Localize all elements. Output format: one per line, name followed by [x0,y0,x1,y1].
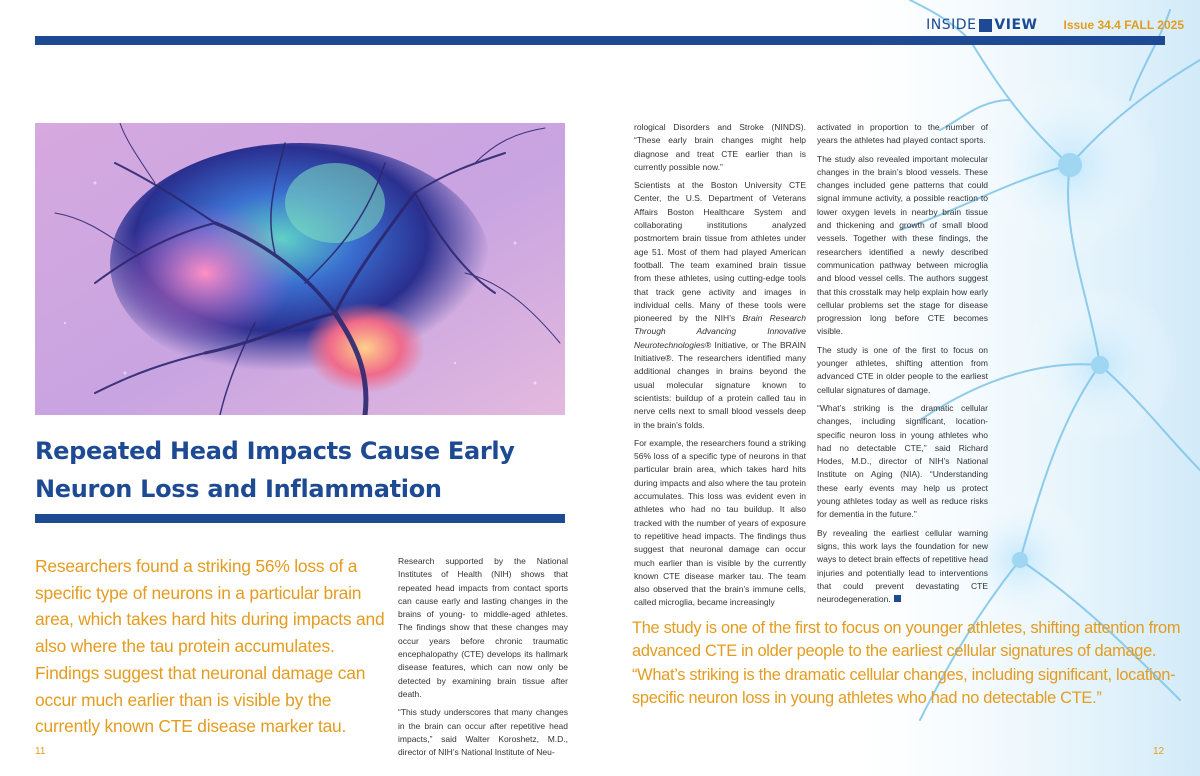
body-column-2 [634,121,806,615]
end-mark-icon [894,595,901,602]
masthead [926,14,1184,36]
paragraph: The study is one of the first to focus on younger athletes, shifting attention from advanced CTE in older people to the earliest cellular signatures of damage. [817,344,988,395]
body-column-3 [817,121,988,611]
paragraph: By revealing the earliest cellular warning signs, this work lays the foundation for new ways to detect brain effects of repetitive head injuries and potentially lead to interventions that could prevent devastating CTE neurodegeneration. [817,527,988,605]
paragraph: “This study underscores that many changes in the brain can occur after repetitive head impacts,” said Walter Koroshetz, M.D., director of NIH’s National Institute of Neu- [398,707,568,758]
paragraph: For example, the researchers found a striking 56% loss of a specific type of neurons in that particular brain area, which takes hard hits during impacts and also where the tau protein accumulates. This loss was evident even in athletes who had no tau buildup. It also tracked with the number of years of exposure to repetitive head impacts. The findings thus suggest that neuronal damage can occur much earlier than is visible by the currently known CTE disease marker tau. The team also observed that the brain’s immune cells, called microglia, became increasingly [634,437,806,608]
paragraph: rological Disorders and Stroke (NINDS). “These early brain changes might help diagnose and treat CTE earlier than is currently possible now.” [634,122,806,172]
top-rule [35,36,1165,45]
paragraph: “What’s striking is the dramatic cellular changes, including significant, location-specific neuron loss in young athletes who had no detectable CTE,” said Richard Hodes, M.D., director of NIH’s National Institute on Aging (NIA). “Understanding these early events may help us protect young athletes today as well as reduce risks for dementia in the future.” [817,402,988,520]
paragraph: Research supported by the National Institutes of Health (NIH) shows that repeated head impacts from contact sports can cause early and lasting changes in the brains of young- to middle-aged athletes. The findings show that these changes may occur years before chronic traumatic encephalopathy (CTE) develops its hallmark disease features, which can now only be detected by examining brain tissue after death. [398,556,568,699]
initiative-name: Brain Research Through Advancing Innovative Neurotechnologies® [634,313,806,350]
logo-square-icon [979,19,992,32]
paragraph: activated in proportion to the number of years the athletes had played contact sports. [817,122,988,146]
pull-quote-left: Researchers found a striking 56% loss of a specific type of neurons in a particular brain area, which takes hard hits during impacts and also where the tau protein accumulates. Findings suggest that neuronal damage can occur much earlier than is visible by the currently known CTE disease marker tau. [35,556,385,737]
paragraph: The study also revealed important molecular changes in the brain’s blood vessels. These changes included gene patterns that could signal immune activity, a possible reaction to lower oxygen levels in nearby brain tissue and thickening and growth of small blood vessels. Together with these findings, the researchers identified a newly described communication pathway between microglia and blood vessel cells. The authors suggest that this crosstalk may help explain how early cellular problems set the stage for disease progression long before CTE becomes visible. [817,153,988,337]
issue-label: Issue 34.4 FALL 2025 [1063,18,1184,32]
body-column-1 [398,555,568,764]
page-number-left: 11 [35,746,46,757]
brain-neuron-illustration [35,123,565,415]
publication-logo: INSIDE VIEW [926,17,1038,33]
title-rule [35,514,565,523]
paragraph: Scientists at the Boston University CTE Center, the U.S. Department of Veterans Affairs Boston Healthcare System and collaborating institutions analyzed postmortem brain tissue from athletes under age 51. Most of them had played American football. The team examined brain tissue from these athletes, using cutting-edge tools that track gene activity and images in individual cells. Many of these tools were pioneered by the NIH’s Brain Research Through Advancing Innovative Neurotechnologies® Initiative, or The BRAIN Initiative®. The researchers identified many additional changes in brains beyond the usual molecular signature known to scientists: buildup of a protein called tau in nerve cells next to small blood vessels deep in the brain’s folds. [634,180,806,430]
page-number-right: 12 [1153,746,1165,757]
pull-quote-right: The study is one of the first to focus on younger athletes, shifting attention from advanced CTE in older people to the earliest cellular signatures of damage. “What’s striking is the dramatic cellular changes, including significant, location- specific neuron loss in young athletes who had no detectable CTE.” [632,619,1181,707]
article-title: Repeated Head Impacts Cause Early Neuron Loss and Inflammation [35,437,515,503]
